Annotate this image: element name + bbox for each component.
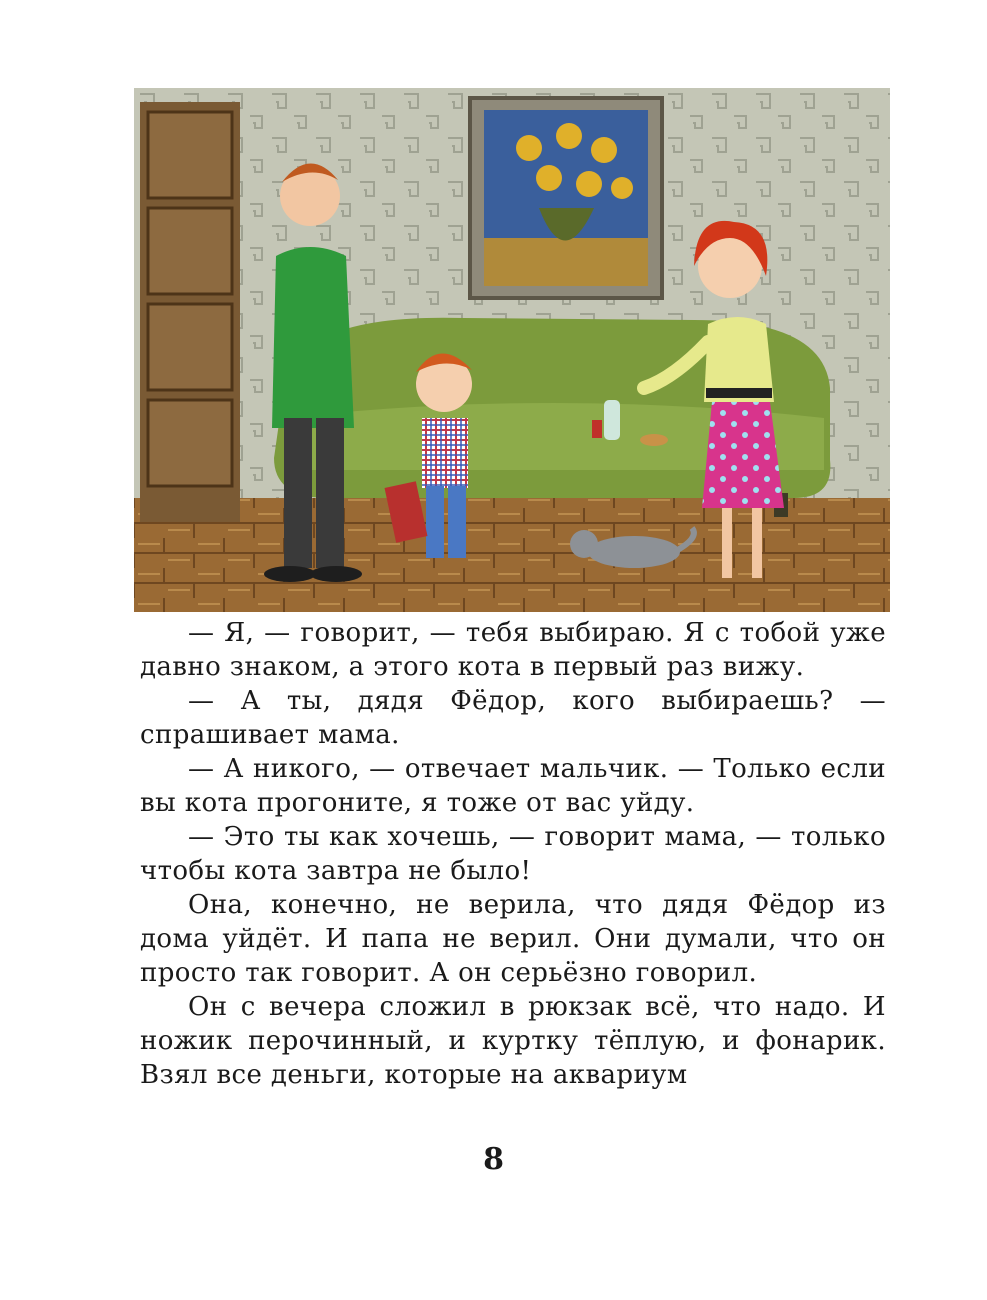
sunflower-painting bbox=[470, 98, 662, 298]
paragraph: — Это ты как хочешь, — говорит мама, — только чтобы кота завтра не было! bbox=[140, 822, 886, 886]
wardrobe bbox=[140, 102, 240, 522]
paragraph: — А никого, — отвечает мальчик. — Только если вы кота прогоните, я тоже от вас уйду. bbox=[140, 754, 886, 818]
cup bbox=[592, 420, 602, 438]
paragraph: Она, конечно, не верила, что дядя Фёдор из дома уйдёт. И папа не верил. Они думали, что он просто так говорит. А он серьёзно говорил. bbox=[140, 890, 886, 988]
paragraph: — Я, — говорит, — тебя выбираю. Я с тобой уже давно знаком, а этого кота в первый раз вижу. bbox=[140, 618, 886, 682]
bread bbox=[640, 434, 668, 446]
paragraph: Он с вечера сложил в рюкзак всё, что надо. И ножик перочинный, и куртку тёплую, и фонарик. Взял все деньги, которые на аквариум bbox=[140, 992, 886, 1090]
page-number: 8 bbox=[483, 1142, 504, 1177]
story-illustration bbox=[134, 88, 890, 612]
milk-bottle bbox=[604, 400, 620, 440]
paragraph: — А ты, дядя Фёдор, кого выбираешь? — спрашивает мама. bbox=[140, 686, 886, 750]
story-text bbox=[140, 616, 886, 1092]
